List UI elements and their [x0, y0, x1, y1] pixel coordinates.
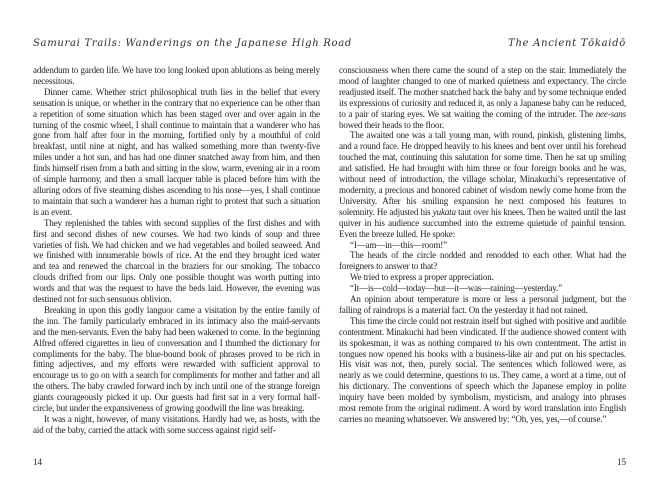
paragraph — [33, 414, 320, 436]
text-run: “I—am—in—this—room!” — [350, 239, 447, 250]
paragraph — [339, 283, 626, 294]
page-number-left: 14 — [33, 457, 42, 467]
italic-term: yukata — [432, 206, 456, 217]
paragraph — [339, 250, 626, 272]
paragraph — [33, 65, 320, 87]
text-run: taut over his knees. Then he waited until the last quiver in his audience succumbed into the extreme quietude of painful tension. Even the breeze lulled. He spoke: — [339, 206, 626, 239]
text-run: This time the circle could not restrain itself but sighed with positive and audible contentment. Minakuchi had been vindicated. If the audience showed content with its spokesman, it was as nothing compared to his own contentment. The artist in tongues now opened his books with a business-like air and put on his spectacles. His visit was not, then, purely social. The sentences which followed were, as nearly as we could determine, questions to us. They came, a word at a time, out of his dictionary. The conventions of speech which the Japanese employ in polite inquiry have been molded by symbolism, mysticism, and analogy into phrases most remote from the original rudiment. A word by word translation into English carries no meaning whatsoever. We answered by: “Oh, yes, yes,—of course.” — [339, 315, 626, 424]
text-run: addendum to garden life. We have too long looked upon ablutions as being merely necessitous. — [33, 65, 320, 86]
running-header-left: Samurai Trails: Wanderings on the Japanese High Road — [33, 38, 352, 49]
italic-term: nee-sans — [595, 108, 626, 119]
text-run: An opinion about temperature is more or less a personal judgment, but the falling of raindrops is a material fact. On the yesterday it had not rained. — [339, 294, 626, 315]
paragraph — [339, 316, 626, 425]
text-run: Breaking in upon this godly languor came a visitation by the entire family of the inn. The family particularly embraced in its intimacy also the maid-servants and the men-servants. Even the baby had been wakened to come. In the beginning Alfred offered cigarettes in lieu of conversation and I thumbed the dictionary for compliments for the baby. The blue-bound book of phrases proved to be rich in fitting adjectives, and my efforts were rewarded with sufficient approval to encourage us to go on with a search for compliments for mother and father and all the others. The baby crawled forward inch by inch until one of the strange foreign giants courageously picked it up. Our guests had first sat in a very formal half-circle, but under the expansiveness of growing goodwill the line was breaking. — [33, 304, 320, 414]
text-run: Dinner came. Whether strict philosophical truth lies in the belief that every sensation is unique, or whether in the contrary that no experience can be other than a repetition of some situation which has been staged over and over again in the turning of the cosmic wheel, I shall continue to maintain that a wanderer who has gone from half after four in the morning, fortified only by a mouthful of cold breakfast, until nine at night, and has walked something more than twenty-five miles under a hot sun, and has had one dinner snatched away from him, and then finds himself risen from a bath and sitting in the slow, warm, evening air in a room of simple harmony, and then a small lacquer table is placed before him with the alluring odors of five steaming dishes ascending to his nose—yes, I shall continue to maintain that such a wanderer has a human right to protest that such a situation is an event. — [33, 86, 320, 217]
text-run: “It—is—cold—today—but—it—was—raining—yesterday.” — [350, 283, 562, 294]
text-run: They replenished the tables with second supplies of the first dishes and with first and second dishes of new courses. We had two kinds of soup and three varieties of fish. We had chicken and we had vegetables and boiled seaweed. And we finished with innumerable bowls of rice. At the end they brought iced water and tea and renewed the charcoal in the braziers for our smoking. The tobacco clouds drifted from our lips. Only one possible thought was worth putting into words and that was the request to have the beds laid. However, the evening was destined not for such sensuous oblivion. — [33, 217, 320, 305]
page-right — [339, 38, 626, 478]
page-body-right — [339, 65, 626, 425]
page-body-left — [33, 65, 320, 436]
page-number-right: 15 — [617, 457, 626, 467]
paragraph — [339, 130, 626, 239]
text-run: The heads of the circle nodded and renodded to each other. What had the foreigners to answer to that? — [339, 250, 626, 272]
text-run: We tried to express a proper appreciation. — [350, 272, 494, 283]
paragraph — [339, 272, 626, 283]
text-run: The awaited one was a tall young man, with round, pinkish, glistening limbs, and a round face. He dropped heavily to his knees and bent over until his forehead touched the mat, continuing this salutation for some time. Then he sat up smiling and satisfied. He had brought with him three or four foreign books and he was, without need of introduction, the village scholar, Minakuchi’s representative of modernity, a precious and honored cabinet of wisdom newly come home from the University. After his smiling expansion he next composed his features to solemnity. He adjusted his — [339, 130, 626, 217]
running-header-right: The Ancient Tōkaidō — [508, 38, 626, 49]
paragraph — [339, 294, 626, 316]
text-run: It was a night, however, of many visitations. Hardly had we, as hosts, with the aid of the baby, carried the attack with some success against rigid self- — [33, 414, 320, 435]
text-run: consciousness when there came the sound of a step on the stair. Immediately the mood of laughter changed to one of marked quietness and expectancy. The circle readjusted itself. The mother snatched back the baby and by some technique ended its expressions of curiosity and reduced it, as only a Japanese baby can be reduced, to a pair of staring eyes. We sat waiting the coming of the intruder. The — [339, 65, 626, 119]
paragraph — [33, 305, 320, 414]
paragraph — [339, 65, 626, 130]
page-left — [33, 38, 352, 478]
paragraph — [33, 218, 320, 305]
paragraph — [33, 87, 320, 218]
paragraph — [339, 240, 626, 251]
text-run: bowed their heads to the floor. — [339, 119, 444, 130]
